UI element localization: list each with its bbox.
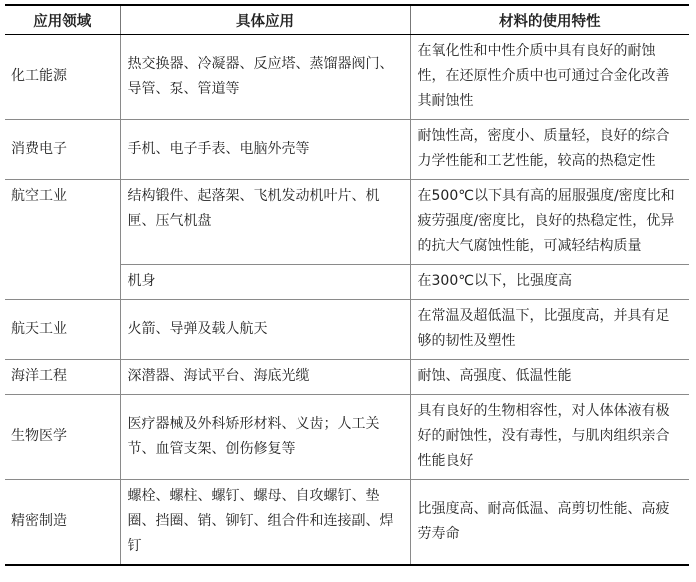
- applications-cell: 深潜器、海试平台、海底光缆: [120, 360, 410, 395]
- properties-cell: 在常温及超低温下，比强度高，并具有足够的韧性及塑性: [410, 300, 689, 360]
- table-row: [5, 180, 689, 265]
- properties-cell: 具有良好的生物相容性，对人体体液有极好的耐蚀性，没有毒性，与肌肉组织亲合性能良好: [410, 395, 689, 480]
- table-row: [5, 300, 689, 360]
- table-row: [5, 480, 689, 566]
- field-cell: 消费电子: [5, 120, 120, 180]
- header-properties: 材料的使用特性: [410, 5, 689, 35]
- titanium-applications-table: [5, 4, 689, 566]
- properties-cell: 在300℃以下，比强度高: [410, 265, 689, 300]
- applications-cell: 手机、电子手表、电脑外壳等: [120, 120, 410, 180]
- applications-cell: 热交换器、冷凝器、反应塔、蒸馏器阀门、导管、泵、管道等: [120, 35, 410, 120]
- applications-cell: 机身: [120, 265, 410, 300]
- table-row: [5, 395, 689, 480]
- applications-cell: 火箭、导弹及载人航天: [120, 300, 410, 360]
- applications-cell: 螺栓、螺柱、螺钉、螺母、自攻螺钉、垫圈、挡圈、销、铆钉、组合件和连接副、焊钉: [120, 480, 410, 566]
- applications-cell: 结构锻件、起落架、飞机发动机叶片、机匣、压气机盘: [120, 180, 410, 265]
- properties-cell: 在氧化性和中性介质中具有良好的耐蚀性，在还原性介质中也可通过合金化改善其耐蚀性: [410, 35, 689, 120]
- field-cell: 精密制造: [5, 480, 120, 566]
- field-cell: 航天工业: [5, 300, 120, 360]
- field-cell: 航空工业: [5, 180, 120, 300]
- header-field: 应用领域: [5, 5, 120, 35]
- applications-cell: 医疗器械及外科矫形材料、义齿；人工关节、血管支架、创伤修复等: [120, 395, 410, 480]
- table-row: [5, 360, 689, 395]
- field-cell: 生物医学: [5, 395, 120, 480]
- table-row: [5, 120, 689, 180]
- properties-cell: 在500℃以下具有高的屈服强度/密度比和疲劳强度/密度比，良好的热稳定性，优异的抗大气腐蚀性能，可减轻结构质量: [410, 180, 689, 265]
- table-container: [5, 4, 689, 566]
- properties-cell: 耐蚀、高强度、低温性能: [410, 360, 689, 395]
- field-cell: 海洋工程: [5, 360, 120, 395]
- header-applications: 具体应用: [120, 5, 410, 35]
- field-cell: 化工能源: [5, 35, 120, 120]
- table-header-row: [5, 5, 689, 35]
- properties-cell: 耐蚀性高，密度小、质量轻，良好的综合力学性能和工艺性能，较高的热稳定性: [410, 120, 689, 180]
- table-row: [5, 35, 689, 120]
- properties-cell: 比强度高、耐高低温、高剪切性能、高疲劳寿命: [410, 480, 689, 566]
